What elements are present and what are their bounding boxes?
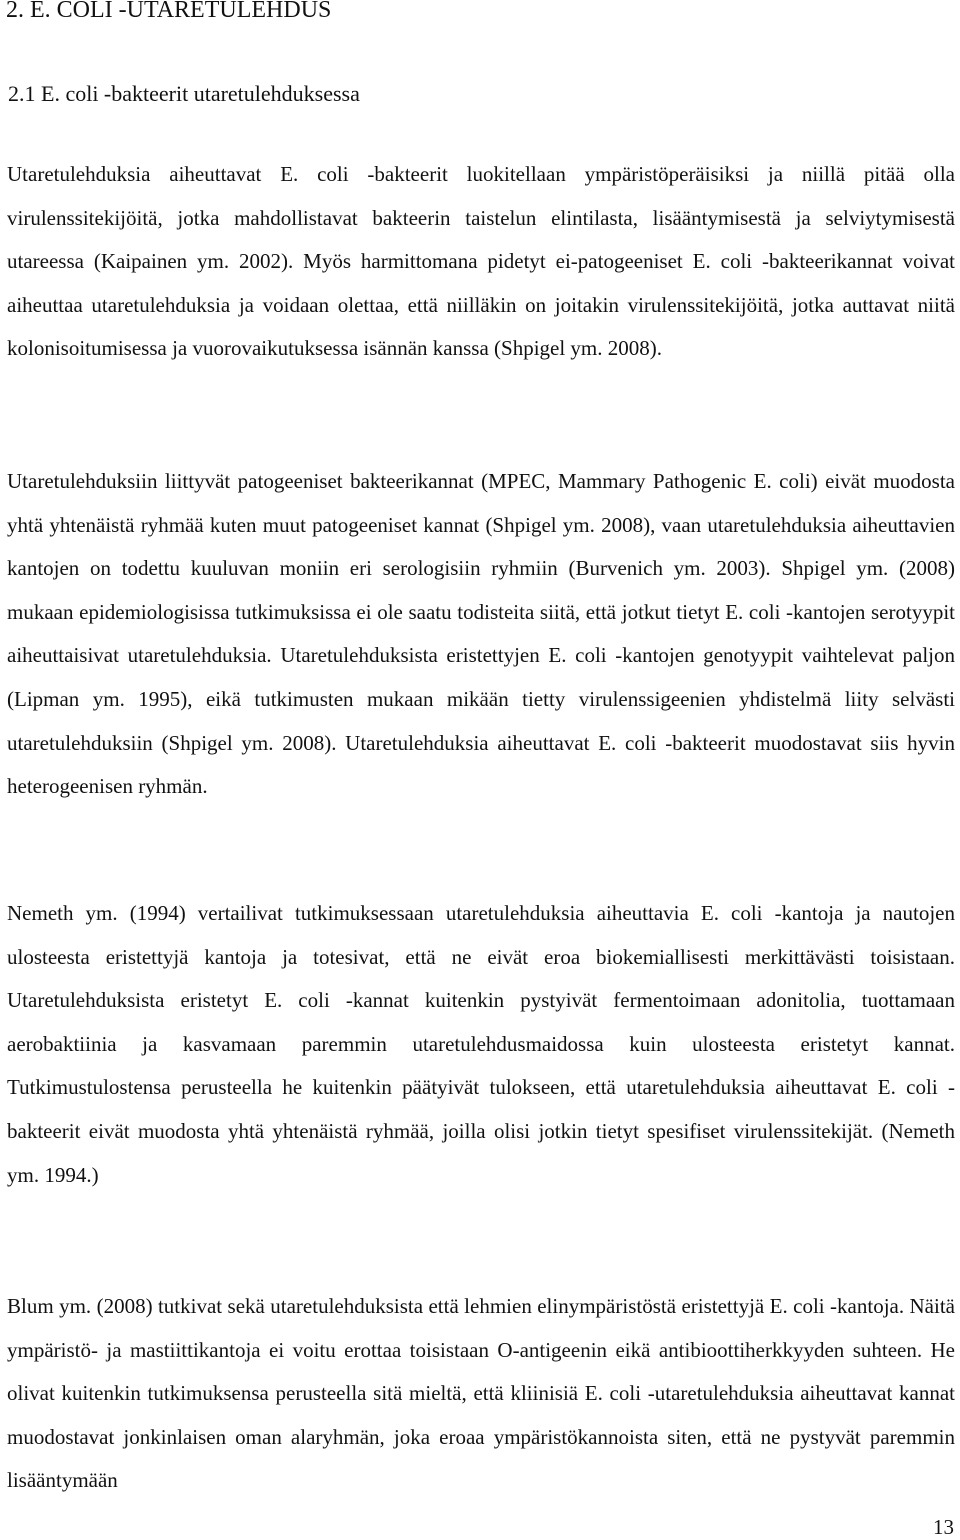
paragraph-4: Blum ym. (2008) tutkivat sekä utaretulehduksista että lehmien elinympäristöstä eristettyjä E. coli -kantoja. Näitä ympäristö- ja mastiittikantoja ei voitu erottaa toisistaan O-antigeenin eikä antibioottiherkkyyden suhteen. He olivat kuitenkin tutkimuksensa perusteella sitä mieltä, että kliinisiä E. coli -utaretulehduksia aiheuttavat kannat muodostavat jonkinlaisen oman alaryhmän, joka eroaa ympäristökannoista siten, että ne pystyvät paremmin lisääntymään <box>7 1294 955 1493</box>
paragraph-1: Utaretulehduksia aiheuttavat E. coli -bakteerit luokitellaan ympäristöperäisiksi ja niillä pitää olla virulenssitekijöitä, jotka mahdollistavat bakteerin taistelun elintilasta, lisääntymisestä ja selviytymisestä utareessa (Kaipainen ym. 2002). Myös harmittomana pidetyt ei-patogeeniset E. coli -bakteerikannat voivat aiheuttaa utaretulehduksia ja voidaan olettaa, että niilläkin on joitakin virulenssitekijöitä, jotka auttavat niitä kolonisoitumisessa ja vuorovaikutuksessa isännän kanssa (Shpigel ym. 2008). <box>7 162 955 361</box>
section-heading: 2.1 E. coli -bakteerit utaretulehduksessa <box>8 81 360 106</box>
paragraph-2: Utaretulehduksiin liittyvät patogeeniset bakteerikannat (MPEC, Mammary Pathogenic E. coli) eivät muodosta yhtä yhtenäistä ryhmää kuten muut patogeeniset kannat (Shpigel ym. 2008), vaan utaretulehduksia aiheuttavien kantojen on todettu kuuluvan moniin eri serologisiin ryhmiin (Burvenich ym. 2003). Shpigel ym. (2008) mukaan epidemiologisissa tutkimuksissa ei ole saatu todisteita siitä, että jotkut tietyt E. coli -kantojen serotyypit aiheuttaisivat utaretulehduksia. Utaretulehduksista eristettyjen E. coli -kantojen genotyypit vaihtelevat paljon (Lipman ym. 1995), eikä tutkimusten mukaan mikään tietty virulenssigeenien yhdistelmä liity selvästi utaretulehduksiin (Shpigel ym. 2008). Utaretulehduksia aiheuttavat E. coli -bakteerit muodostavat siis hyvin heterogeenisen ryhmän. <box>7 469 955 799</box>
chapter-heading: 2. E. COLI -UTARETULEHDUS <box>6 0 332 23</box>
page-number: 13 <box>933 1515 954 1539</box>
paragraph-3: Nemeth ym. (1994) vertailivat tutkimuksessaan utaretulehduksia aiheuttavia E. coli -kantoja ja nautojen ulosteesta eristettyjä kantoja ja totesivat, että ne eivät eroa biokemiallisesti merkittävästi toisistaan. Utaretulehduksista eristetyt E. coli -kannat kuitenkin pystyivät fermentoimaan adonitolia, tuottamaan aerobaktiinia ja kasvamaan paremmin utaretulehdusmaidossa kuin ulosteesta eristetyt kannat. Tutkimustulostensa perusteella he kuitenkin päätyivät tulokseen, että utaretulehduksia aiheuttavat E. coli -bakteerit eivät muodosta yhtä yhtenäistä ryhmää, joilla olisi jotkin tietyt spesifiset virulenssitekijät. (Nemeth ym. 1994.) <box>7 901 955 1187</box>
